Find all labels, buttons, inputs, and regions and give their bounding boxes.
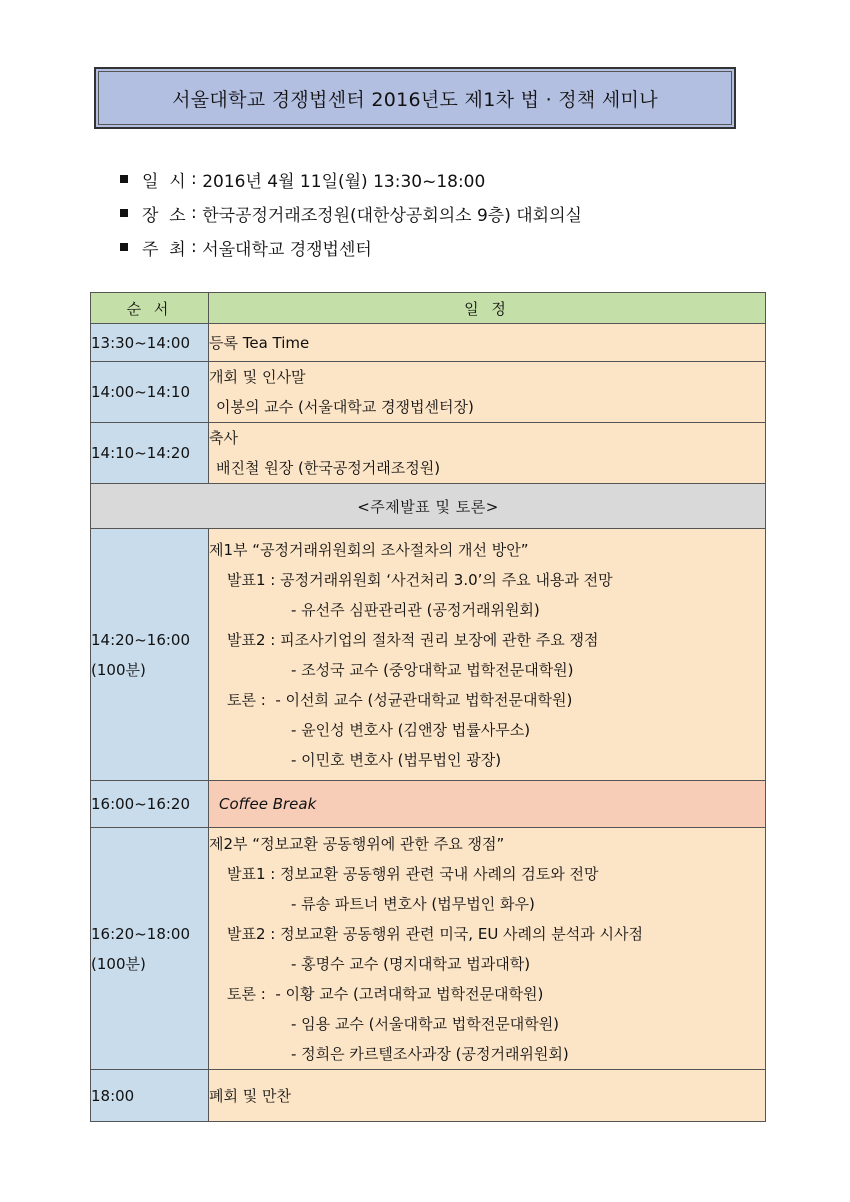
event-line: - 임용 교수 (서울대학교 법학전문대학원) — [291, 1014, 560, 1033]
row-time: 14:10~14:20 — [91, 423, 209, 484]
table-row — [91, 362, 766, 423]
row-event — [209, 529, 766, 781]
event-info — [120, 162, 582, 264]
event-line: 축사 — [209, 429, 238, 447]
event-line: - 유선주 심판관리관 (공정거래위원회) — [291, 600, 540, 619]
info-sep: : — [185, 237, 203, 257]
table-row — [91, 781, 766, 828]
row-time: 18:00 — [91, 1070, 209, 1122]
event-line: 등록 Tea Time — [209, 333, 310, 352]
table-row — [91, 828, 766, 1070]
row-time: 14:00~14:10 — [91, 362, 209, 423]
bullet-icon — [120, 209, 128, 217]
info-value: 한국공정거래조정원(대한상공회의소 9층) 대회의실 — [202, 205, 582, 226]
event-line: - 윤인성 변호사 (김앤장 법률사무소) — [291, 720, 531, 739]
event-line: 개회 및 인사말 — [209, 368, 306, 386]
info-value: 서울대학교 경쟁법센터 — [202, 239, 372, 260]
row-time — [91, 828, 209, 1070]
header-time: 순 서 — [91, 293, 209, 324]
info-label: 일 시 — [142, 171, 186, 192]
info-sep: : — [185, 203, 203, 223]
table-row — [91, 529, 766, 781]
info-label: 장 소 — [142, 205, 186, 226]
info-host — [120, 230, 582, 264]
event-line: 발표2 : 피조사기업의 절차적 권리 보장에 관한 주요 쟁점 — [227, 630, 599, 649]
duration: (100분) — [91, 954, 146, 973]
table-row — [91, 324, 766, 362]
info-label: 주 최 — [142, 239, 186, 260]
event-line: 배진철 원장 (한국공정거래조정원) — [216, 459, 441, 477]
row-event — [209, 423, 766, 484]
duration: (100분) — [91, 660, 146, 679]
event-line: - 류송 파트너 변호사 (법무법인 화우) — [291, 894, 535, 913]
schedule-table — [90, 292, 766, 1122]
row-time: 13:30~14:00 — [91, 324, 209, 362]
info-value: 2016년 4월 11일(월) 13:30~18:00 — [202, 171, 486, 192]
header-event: 일 정 — [209, 293, 766, 324]
bullet-icon — [120, 243, 128, 251]
info-sep: : — [185, 169, 203, 189]
row-event — [209, 1070, 766, 1122]
bullet-icon — [120, 175, 128, 183]
row-event — [209, 781, 766, 828]
section-title: <주제발표 및 토론> — [91, 484, 766, 529]
event-line: 발표1 : 공정거래위원회 ‘사건처리 3.0’의 주요 내용과 전망 — [227, 570, 613, 589]
table-row — [91, 423, 766, 484]
event-line: 발표1 : 정보교환 공동행위 관련 국내 사례의 검토와 전망 — [227, 864, 599, 883]
event-line: 토론 : - 이황 교수 (고려대학교 법학전문대학원) — [227, 984, 544, 1003]
event-line: Coffee Break — [219, 795, 317, 813]
event-line: - 조성국 교수 (중앙대학교 법학전문대학원) — [291, 660, 574, 679]
row-event — [209, 828, 766, 1070]
event-line: 이봉의 교수 (서울대학교 경쟁법센터장) — [216, 398, 474, 416]
time-range: 16:20~18:00 — [91, 924, 191, 943]
info-place — [120, 196, 582, 230]
event-line: - 홍명수 교수 (명지대학교 법과대학) — [291, 954, 531, 973]
info-date — [120, 162, 582, 196]
time-range: 14:20~16:00 — [91, 630, 191, 649]
event-line: - 이민호 변호사 (법무법인 광장) — [291, 750, 502, 769]
event-line: - 정희은 카르텔조사과장 (공정거래위원회) — [291, 1044, 569, 1063]
row-time: 16:00~16:20 — [91, 781, 209, 828]
event-line: 제2부 “정보교환 공동행위에 관한 주요 쟁점” — [209, 834, 505, 853]
event-line: 제1부 “공정거래위원회의 조사절차의 개선 방안” — [209, 540, 529, 559]
page-title: 서울대학교 경쟁법센터 2016년도 제1차 법 · 정책 세미나 — [94, 67, 736, 129]
event-line: 폐회 및 만찬 — [209, 1086, 291, 1105]
section-row — [91, 484, 766, 529]
row-event — [209, 324, 766, 362]
row-time — [91, 529, 209, 781]
event-line: 발표2 : 정보교환 공동행위 관련 미국, EU 사례의 분석과 시사점 — [227, 924, 644, 943]
event-line: 토론 : - 이선희 교수 (성균관대학교 법학전문대학원) — [227, 690, 573, 709]
table-row — [91, 1070, 766, 1122]
table-header-row — [91, 293, 766, 324]
row-event — [209, 362, 766, 423]
